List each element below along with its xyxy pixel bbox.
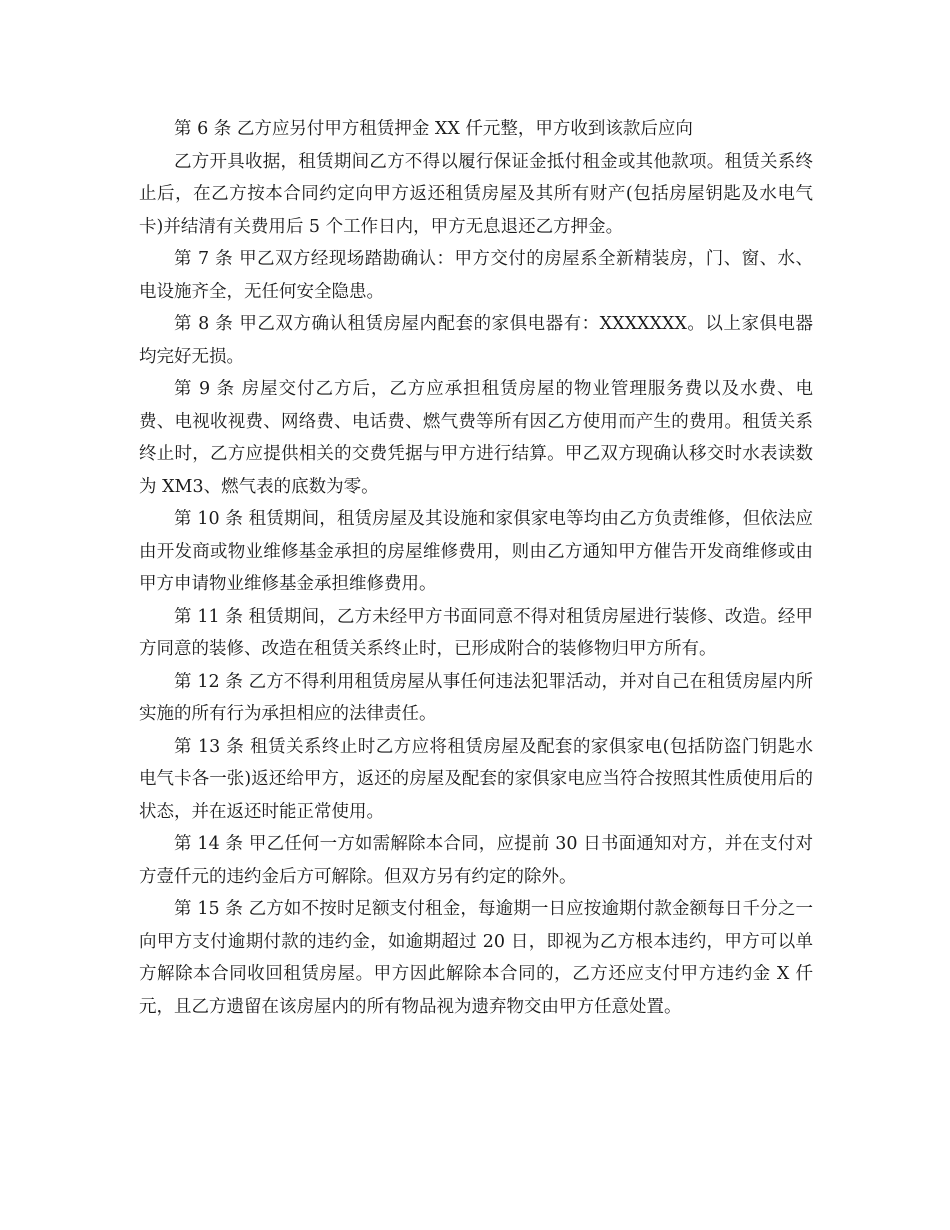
clause-6-paragraph: 第 6 条 乙方应另付甲方租赁押金 XX 仟元整，甲方收到该款后应向 [174, 119, 693, 139]
clause-7-paragraph: 第 7 条 甲乙双方经现场踏勘确认：甲方交付的房屋系全新精装房，门、窗、水、电设施齐全，无任何安全隐患。 [139, 249, 813, 302]
clause-6-continuation-paragraph: 乙方开具收据，租赁期间乙方不得以履行保证金抵付租金或其他款项。租赁关系终止后，在乙方按本合同约定向甲方返还租赁房屋及其所有财产(包括房屋钥匙及水电气卡)并结清有关费用后 5 个工作日内，甲方无息退还乙方押金。 [139, 151, 813, 237]
clause-9-paragraph: 第 9 条 房屋交付乙方后，乙方应承担租赁房屋的物业管理服务费以及水费、电费、电视收视费、网络费、电话费、燃气费等所有因乙方使用而产生的费用。租赁关系终止时，乙方应提供相关的交费凭据与甲方进行结算。甲乙双方现确认移交时水表读数为 XM3、燃气表的底数为零。 [139, 379, 813, 497]
clause-11-paragraph: 第 11 条 租赁期间，乙方未经甲方书面同意不得对租赁房屋进行装修、改造。经甲方同意的装修、改造在租赁关系终止时，已形成附合的装修物归甲方所有。 [139, 606, 813, 659]
clause-14-paragraph: 第 14 条 甲乙任何一方如需解除本合同，应提前 30 日书面通知对方，并在支付对方壹仟元的违约金后方可解除。但双方另有约定的除外。 [139, 834, 813, 887]
clause-15-paragraph: 第 15 条 乙方如不按时足额支付租金，每逾期一日应按逾期付款金额每日千分之一向甲方支付逾期付款的违约金，如逾期超过 20 日，即视为乙方根本违约，甲方可以单方解除本合同收回租赁房屋。甲方因此解除本合同的，乙方还应支付甲方违约金 X 仟元，且乙方遗留在该房屋内的所有物品视为遗弃物交由甲方任意处置。 [139, 899, 813, 1017]
clause-8-paragraph: 第 8 条 甲乙双方确认租赁房屋内配套的家俱电器有：XXXXXXX。以上家俱电器均完好无损。 [139, 314, 813, 367]
document-body [139, 113, 813, 1023]
clause-10-paragraph: 第 10 条 租赁期间，租赁房屋及其设施和家俱家电等均由乙方负责维修，但依法应由开发商或物业维修基金承担的房屋维修费用，则由乙方通知甲方催告开发商维修或由甲方申请物业维修基金承担维修费用。 [139, 509, 813, 594]
clause-12-paragraph: 第 12 条 乙方不得利用租赁房屋从事任何违法犯罪活动，并对自己在租赁房屋内所实施的所有行为承担相应的法律责任。 [139, 671, 813, 724]
clause-13-paragraph: 第 13 条 租赁关系终止时乙方应将租赁房屋及配套的家俱家电(包括防盗门钥匙水电气卡各一张)返还给甲方，返还的房屋及配套的家俱家电应当符合按照其性质使用后的状态，并在返还时能正常使用。 [139, 736, 813, 822]
